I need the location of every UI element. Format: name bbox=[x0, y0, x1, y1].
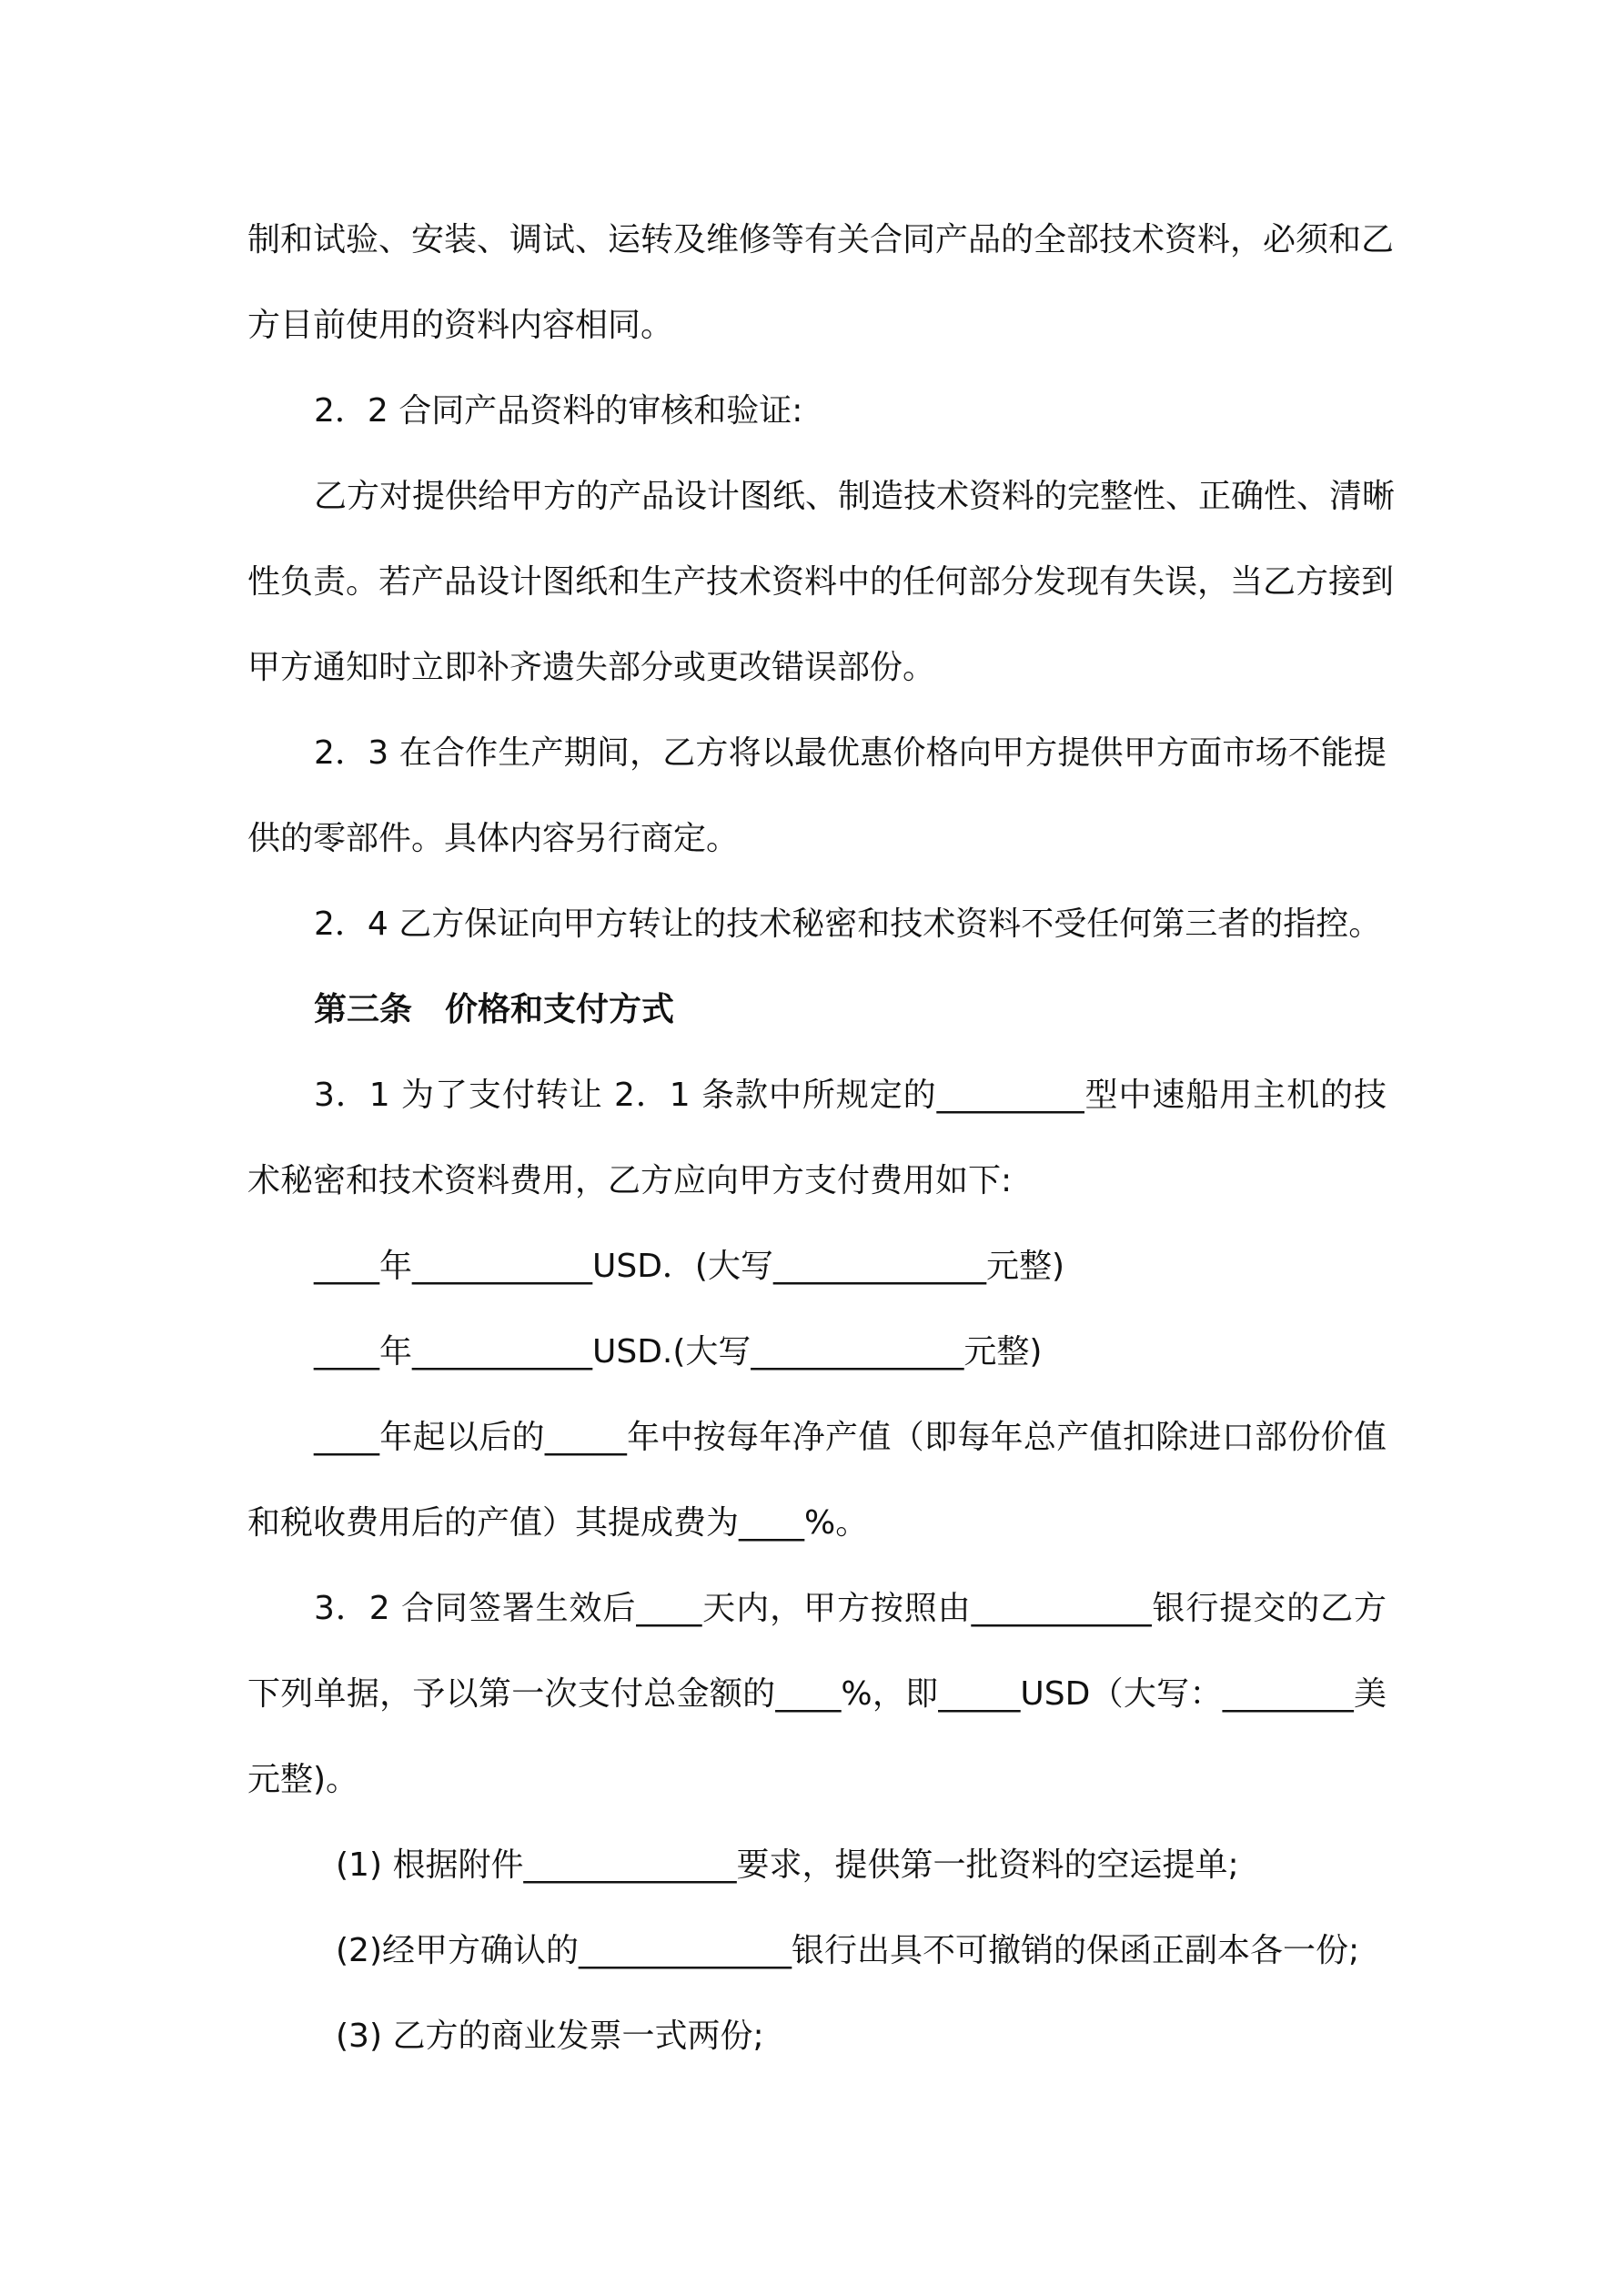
text-line: 和税收费用后的产值）其提成费为____%。 bbox=[247, 1504, 869, 1542]
text-line: 甲方通知时立即补齐遗失部分或更改错误部份。 bbox=[247, 649, 936, 686]
text-line: (2)经甲方确认的_____________银行出具不可撤销的保函正副本各一份; bbox=[336, 1932, 1360, 1969]
text-line: 2．3 在合作生产期间，乙方将以最优惠价格向甲方提供甲方面市场不能提 bbox=[314, 734, 1387, 772]
text-line: ____年___________USD.(大写_____________元整) bbox=[314, 1333, 1043, 1371]
text-line: ____年起以后的_____年中按每年净产值（即每年总产值扣除进口部份价值 bbox=[314, 1419, 1387, 1456]
text-line: 2．4 乙方保证向甲方转让的技术秘密和技术资料不受任何第三者的指控。 bbox=[314, 905, 1382, 943]
text-line: 制和试验、安装、调试、运转及维修等有关合同产品的全部技术资料，必须和乙 bbox=[247, 221, 1395, 258]
text-line: 供的零部件。具体内容另行商定。 bbox=[247, 820, 740, 857]
text-line: 术秘密和技术资料费用，乙方应向甲方支付费用如下: bbox=[247, 1162, 1013, 1199]
text-line: ____年___________USD．(大写_____________元整) bbox=[314, 1248, 1065, 1285]
text-line: 下列单据，予以第一次支付总金额的____%，即_____USD（大写：________美 bbox=[247, 1675, 1387, 1713]
contract-page-body bbox=[247, 197, 1396, 2079]
text-line: 3．1 为了支付转让 2．1 条款中所规定的_________型中速船用主机的技 bbox=[314, 1077, 1387, 1114]
section-heading: 第三条 价格和支付方式 bbox=[314, 991, 675, 1028]
text-line: 元整)。 bbox=[247, 1761, 359, 1798]
text-line: (3) 乙方的商业发票一式两份; bbox=[336, 2018, 764, 2055]
text-line: 性负责。若产品设计图纸和生产技术资料中的任何部分发现有失误，当乙方接到 bbox=[247, 563, 1395, 601]
text-line: 2．2 合同产品资料的审核和验证: bbox=[314, 392, 803, 430]
text-line: 3．2 合同签署生效后____天内，甲方按照由___________银行提交的乙方 bbox=[314, 1590, 1387, 1627]
text-line: 乙方对提供给甲方的产品设计图纸、制造技术资料的完整性、正确性、清晰 bbox=[314, 478, 1396, 515]
text-line: 方目前使用的资料内容相同。 bbox=[247, 307, 674, 344]
text-line: (1) 根据附件_____________要求，提供第一批资料的空运提单; bbox=[336, 1846, 1239, 1884]
